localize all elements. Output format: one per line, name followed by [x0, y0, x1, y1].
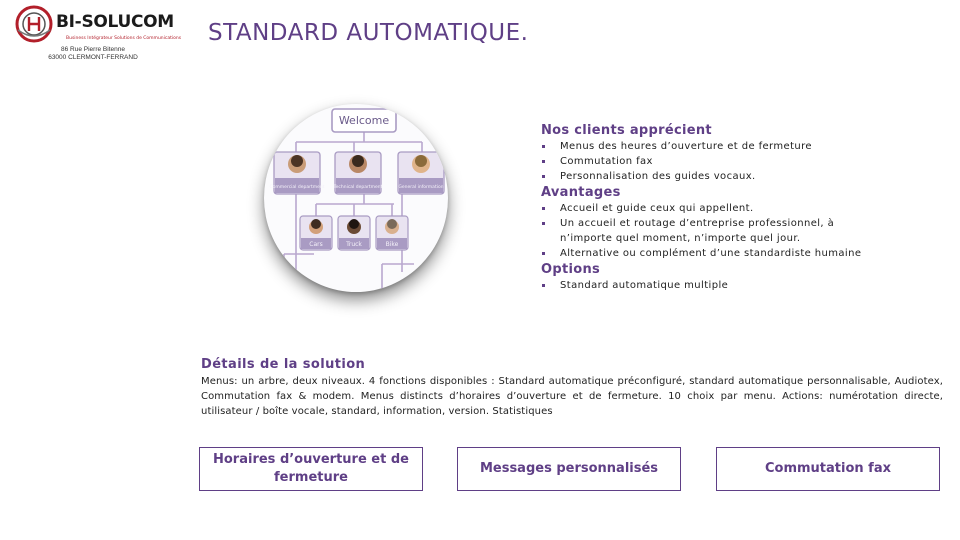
section-heading-options: Options	[541, 262, 601, 277]
logo-tagline: Business Intégrateur Solutions de Communications	[66, 36, 182, 41]
list-item: Commutation fax	[541, 154, 941, 169]
details-description: Menus: un arbre, deux niveaux. 4 fonctions disponibles : Standard automatique préconfiguré, standard automatique personnalisable, Audiotex, Commutation fax & modem. Menus distincts d’horaires d’ouverture et de fermeture. 10 choix par menu. Actions: numérotation directe, utilisateur / boîte vocale, standard, information, version. Statistiques	[201, 376, 943, 417]
opening-hours-button[interactable]: Horaires d’ouverture et de fermeture	[199, 447, 423, 491]
page-title: STANDARD AUTOMATIQUE.	[208, 20, 529, 46]
section-heading-advantages: Avantages	[541, 185, 621, 200]
list-item: Menus des heures d’ouverture et de fermeture	[541, 139, 941, 154]
company-address	[30, 46, 156, 62]
features-panel	[541, 123, 941, 294]
sub-item-label: Bike	[385, 241, 399, 248]
org-chart-illustration	[264, 104, 448, 292]
sub-item-node	[376, 216, 408, 250]
department-label: General information	[398, 185, 444, 190]
details-heading: Détails de la solution	[201, 357, 366, 372]
list-item: Alternative ou complément d’une standardiste humaine	[541, 246, 941, 261]
department-label: Technical department	[333, 185, 383, 190]
clients-list	[541, 139, 941, 184]
fax-switching-button[interactable]: Commutation fax	[716, 447, 940, 491]
options-list	[541, 278, 941, 293]
list-item: Accueil et guide ceux qui appellent.	[541, 201, 941, 216]
department-node	[333, 152, 383, 194]
logo-name: BI-SOLUCOM	[56, 12, 174, 32]
department-label: Commercial department	[269, 185, 325, 190]
custom-messages-button[interactable]: Messages personnalisés	[457, 447, 681, 491]
welcome-label: Welcome	[338, 114, 390, 127]
address-line-2: 63000 CLERMONT-FERRAND	[48, 54, 138, 61]
list-item: Un accueil et routage d’entreprise professionnel, à n’importe quel moment, n’importe quel jour.	[541, 216, 840, 246]
list-item: Standard automatique multiple	[541, 278, 941, 293]
sub-item-node	[338, 216, 370, 250]
section-heading-clients: Nos clients apprécient	[541, 123, 712, 138]
sub-item-label: Cars	[309, 241, 323, 248]
sub-item-label: Truck	[346, 241, 362, 248]
sub-item-node	[300, 216, 332, 250]
advantages-list	[541, 201, 941, 261]
department-node	[270, 152, 325, 194]
address-line-1: 86 Rue Pierre Bitenne	[61, 46, 125, 53]
list-item: Personnalisation des guides vocaux.	[541, 169, 941, 184]
logo-emblem-icon	[14, 4, 54, 44]
department-node	[398, 152, 444, 194]
